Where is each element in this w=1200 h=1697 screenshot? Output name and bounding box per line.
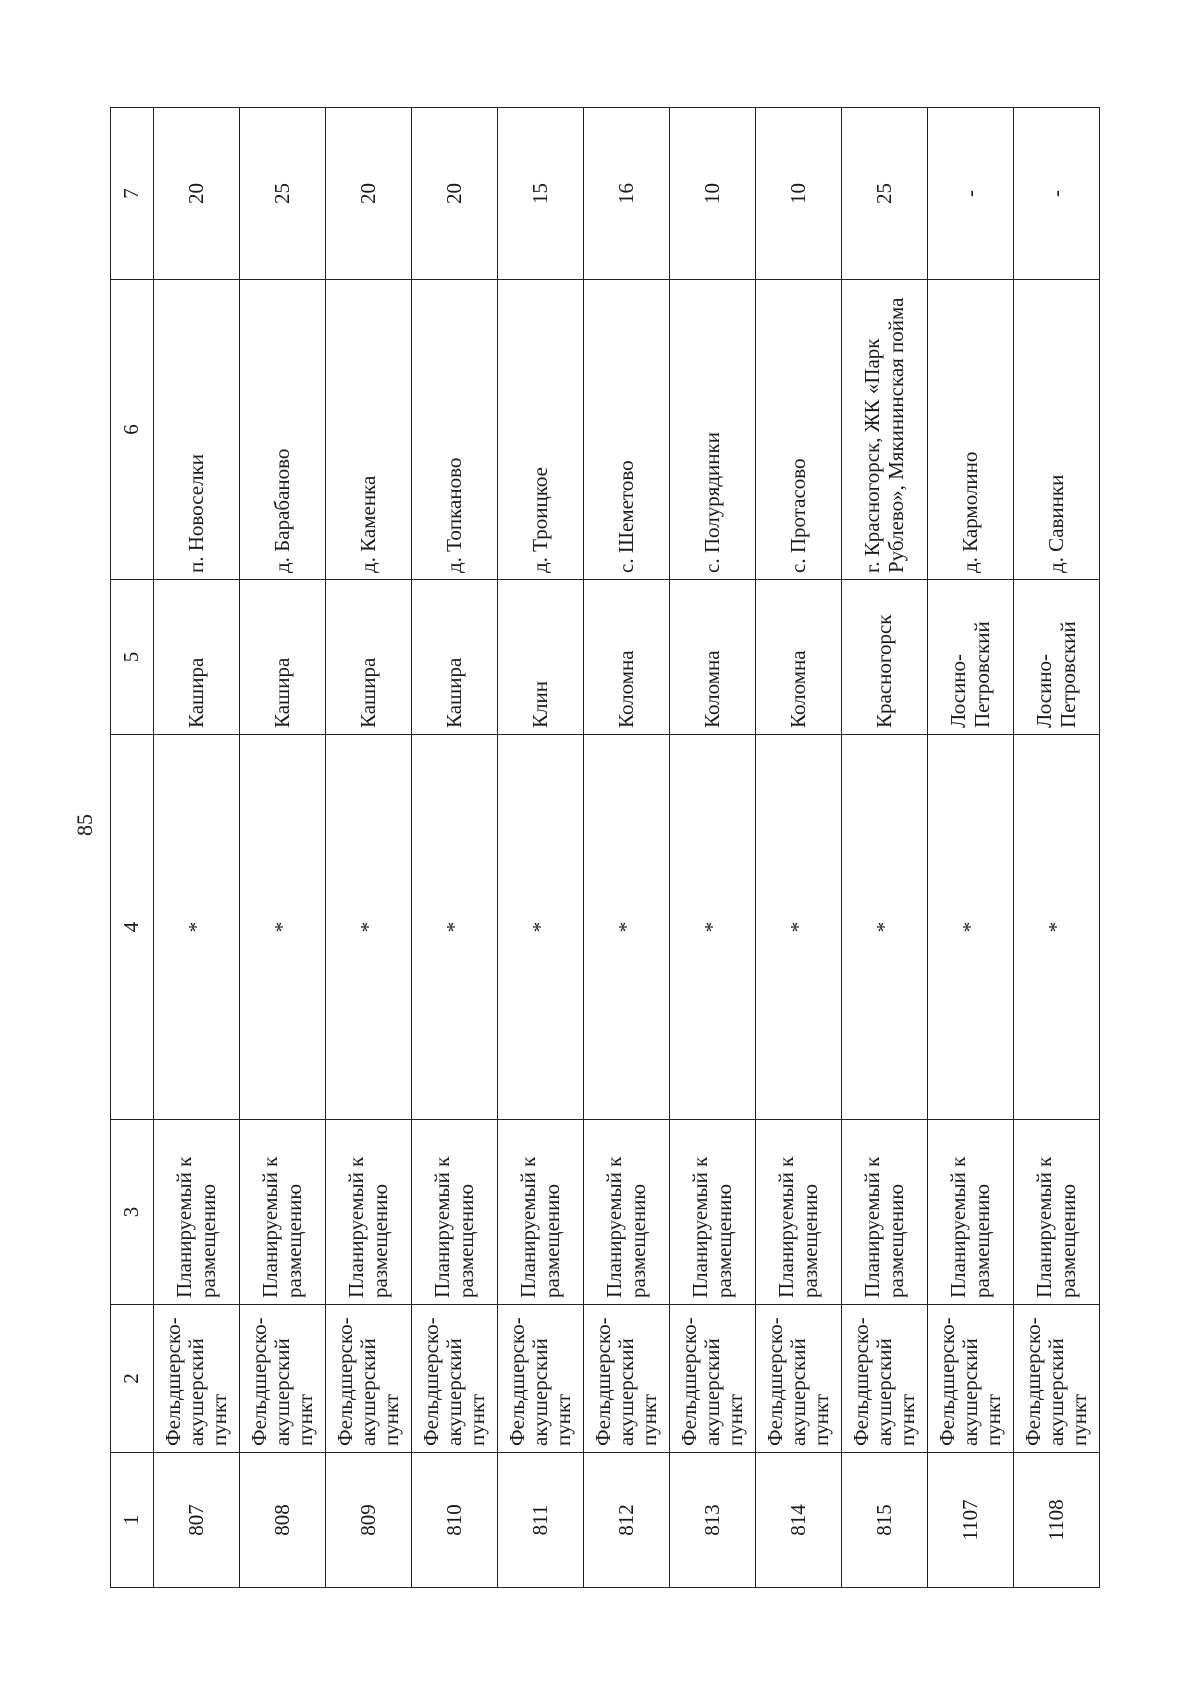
row-number: 1107: [928, 1453, 1014, 1588]
row-number: 810: [412, 1453, 498, 1588]
row-number: 1108: [1014, 1453, 1100, 1588]
mark: *: [1014, 735, 1100, 1120]
table-row: [154, 108, 240, 1588]
row-number: 814: [756, 1453, 842, 1588]
mark: *: [412, 735, 498, 1120]
facility-name: Фельдшерско-акушерский пункт: [928, 1305, 1014, 1453]
table-row: [326, 108, 412, 1588]
table-row: [412, 108, 498, 1588]
header-cell: 5: [111, 580, 154, 735]
page-number: 85: [72, 814, 97, 836]
facility-status: Планируемый к размещению: [412, 1120, 498, 1305]
table-container: [110, 108, 1100, 1588]
row-number: 811: [498, 1453, 584, 1588]
capacity: -: [928, 108, 1014, 280]
location: д. Топканово: [412, 280, 498, 580]
location: г. Красногорск, ЖК «Парк Рублево», Мякининская пойма: [842, 280, 928, 580]
municipality: Коломна: [584, 580, 670, 735]
capacity: 16: [584, 108, 670, 280]
municipality: Клин: [498, 580, 584, 735]
capacity: 15: [498, 108, 584, 280]
table-row: [842, 108, 928, 1588]
facilities-table: [110, 107, 1100, 1588]
facility-name: Фельдшерско-акушерский пункт: [842, 1305, 928, 1453]
mark: *: [670, 735, 756, 1120]
row-number: 813: [670, 1453, 756, 1588]
municipality: Кашира: [326, 580, 412, 735]
municipality: Кашира: [412, 580, 498, 735]
row-number: 808: [240, 1453, 326, 1588]
header-cell: 1: [111, 1453, 154, 1588]
header-cell: 6: [111, 280, 154, 580]
mark: *: [756, 735, 842, 1120]
capacity: -: [1014, 108, 1100, 280]
capacity: 25: [842, 108, 928, 280]
capacity: 10: [756, 108, 842, 280]
facility-name: Фельдшерско-акушерский пункт: [326, 1305, 412, 1453]
location: с. Полурядинки: [670, 280, 756, 580]
header-cell: 4: [111, 735, 154, 1120]
header-row: [111, 108, 154, 1588]
facility-status: Планируемый к размещению: [670, 1120, 756, 1305]
header-cell: 3: [111, 1120, 154, 1305]
facility-status: Планируемый к размещению: [240, 1120, 326, 1305]
location: д. Савинки: [1014, 280, 1100, 580]
facility-status: Планируемый к размещению: [326, 1120, 412, 1305]
mark: *: [584, 735, 670, 1120]
header-cell: 7: [111, 108, 154, 280]
table-row: [240, 108, 326, 1588]
capacity: 20: [326, 108, 412, 280]
table-row: [584, 108, 670, 1588]
facility-name: Фельдшерско-акушерский пункт: [412, 1305, 498, 1453]
facility-status: Планируемый к размещению: [498, 1120, 584, 1305]
location: с. Протасово: [756, 280, 842, 580]
mark: *: [240, 735, 326, 1120]
row-number: 807: [154, 1453, 240, 1588]
municipality: Красногорск: [842, 580, 928, 735]
mark: *: [326, 735, 412, 1120]
mark: *: [842, 735, 928, 1120]
location: п. Новоселки: [154, 280, 240, 580]
location: д. Кармолино: [928, 280, 1014, 580]
table-row: [1014, 108, 1100, 1588]
location: с. Шеметово: [584, 280, 670, 580]
facility-status: Планируемый к размещению: [756, 1120, 842, 1305]
municipality: Лосино-Петровский: [1014, 580, 1100, 735]
municipality: Кашира: [240, 580, 326, 735]
row-number: 815: [842, 1453, 928, 1588]
row-number: 812: [584, 1453, 670, 1588]
row-number: 809: [326, 1453, 412, 1588]
capacity: 25: [240, 108, 326, 280]
mark: *: [928, 735, 1014, 1120]
capacity: 10: [670, 108, 756, 280]
facility-name: Фельдшерско-акушерский пункт: [1014, 1305, 1100, 1453]
facility-status: Планируемый к размещению: [842, 1120, 928, 1305]
facility-status: Планируемый к размещению: [154, 1120, 240, 1305]
table-row: [928, 108, 1014, 1588]
table-row: [756, 108, 842, 1588]
municipality: Коломна: [756, 580, 842, 735]
location: д. Барабаново: [240, 280, 326, 580]
header-cell: 2: [111, 1305, 154, 1453]
facility-status: Планируемый к размещению: [1014, 1120, 1100, 1305]
mark: *: [498, 735, 584, 1120]
facility-name: Фельдшерско-акушерский пункт: [756, 1305, 842, 1453]
capacity: 20: [154, 108, 240, 280]
table-row: [670, 108, 756, 1588]
location: д. Троицкое: [498, 280, 584, 580]
facility-name: Фельдшерско-акушерский пункт: [240, 1305, 326, 1453]
facility-status: Планируемый к размещению: [928, 1120, 1014, 1305]
municipality: Кашира: [154, 580, 240, 735]
facility-status: Планируемый к размещению: [584, 1120, 670, 1305]
municipality: Лосино-Петровский: [928, 580, 1014, 735]
capacity: 20: [412, 108, 498, 280]
municipality: Коломна: [670, 580, 756, 735]
location: д. Каменка: [326, 280, 412, 580]
facility-name: Фельдшерско-акушерский пункт: [498, 1305, 584, 1453]
facility-name: Фельдшерско-акушерский пункт: [584, 1305, 670, 1453]
mark: *: [154, 735, 240, 1120]
facility-name: Фельдшерско-акушерский пункт: [670, 1305, 756, 1453]
table-row: [498, 108, 584, 1588]
facility-name: Фельдшерско-акушерский пункт: [154, 1305, 240, 1453]
